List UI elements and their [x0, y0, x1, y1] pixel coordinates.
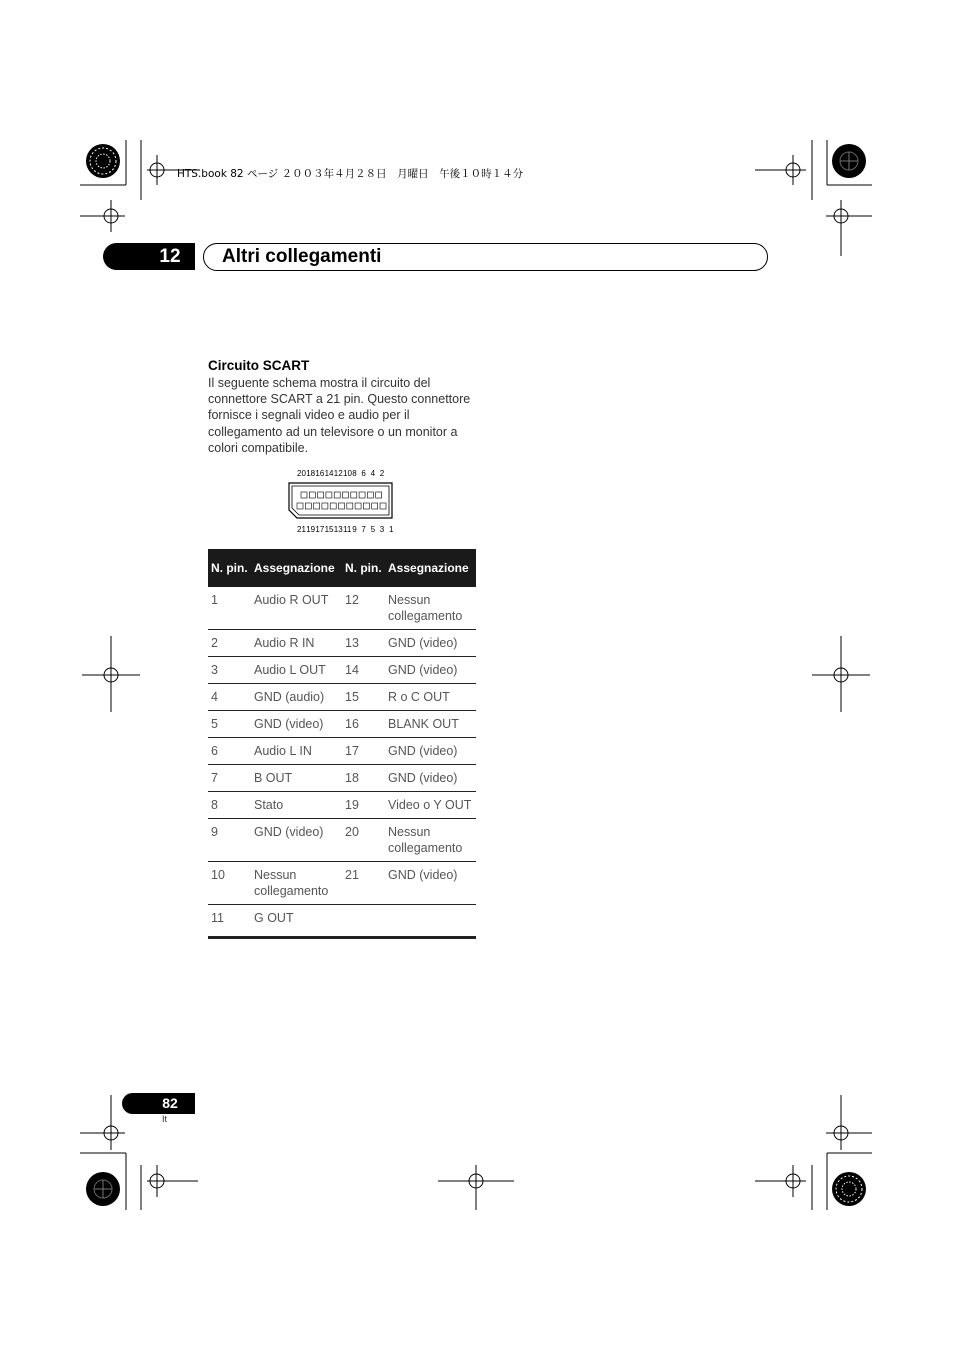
pin-label: 11 [343, 525, 352, 534]
print-header: HTS.book 82 ページ ２００３年４月２８日 月曜日 午後１０時１４分 [177, 168, 524, 180]
pin-assignment: R o C OUT [385, 684, 476, 711]
scart-pin [297, 503, 303, 509]
pin-assignment: GND (video) [385, 630, 476, 657]
pin-assignment [385, 905, 476, 938]
starburst-top-left [86, 144, 120, 178]
pin-assignment: BLANK OUT [385, 711, 476, 738]
pin-number: 1 [208, 587, 251, 630]
pin-assignment: Audio L IN [251, 738, 342, 765]
pin-number: 12 [342, 587, 385, 630]
pin-number: 5 [208, 711, 251, 738]
starburst-top-right [832, 144, 866, 178]
scart-pin [330, 503, 336, 509]
section-heading: Circuito SCART [208, 358, 310, 373]
pin-assignment: Nessun collegamento [385, 819, 476, 862]
scart-pin [305, 503, 311, 509]
pin-number: 21 [342, 862, 385, 905]
pin-label: 9 [352, 525, 357, 534]
header-assignment: Assegnazione [385, 549, 476, 587]
scart-pin [301, 492, 307, 498]
scart-pin [334, 492, 340, 498]
pin-assignment: GND (video) [385, 738, 476, 765]
pin-number: 3 [208, 657, 251, 684]
pin-label: 21 [297, 525, 306, 534]
pin-number: 20 [342, 819, 385, 862]
scart-pin [326, 492, 332, 498]
pin-number: 8 [208, 792, 251, 819]
scart-pin [363, 503, 369, 509]
chapter-number: 12 [159, 246, 181, 267]
pin-label: 14 [324, 469, 334, 478]
table-row [208, 630, 476, 657]
pin-assignment: GND (video) [385, 765, 476, 792]
pin-assignment: B OUT [251, 765, 342, 792]
scart-connector-diagram [287, 482, 395, 520]
pin-number: 2 [208, 630, 251, 657]
pin-number: 9 [208, 819, 251, 862]
table-header-row [208, 549, 476, 587]
pin-label: 2 [379, 469, 385, 478]
pin-assignment: GND (video) [251, 819, 342, 862]
pin-number: 18 [342, 765, 385, 792]
scart-pin [351, 492, 357, 498]
pin-assignment: Nessun collegamento [385, 587, 476, 630]
pin-label: 13 [333, 525, 343, 534]
scart-pin [343, 492, 349, 498]
starburst-bottom-right [832, 1172, 866, 1206]
pin-number: 16 [342, 711, 385, 738]
pin-number: 15 [342, 684, 385, 711]
scart-pin [380, 503, 386, 509]
chapter-title: Altri collegamenti [222, 246, 382, 267]
scart-pin [376, 492, 382, 498]
header-assignment: Assegnazione [251, 549, 342, 587]
pin-assignment: Audio L OUT [251, 657, 342, 684]
scart-pin [347, 503, 353, 509]
scart-pin [359, 492, 365, 498]
pin-label: 8 [352, 469, 357, 478]
pin-assignment: Nessun collegamento [251, 862, 342, 905]
header-pin-number: N. pin. [208, 549, 251, 587]
table-row [208, 862, 476, 905]
pin-label: 12 [333, 469, 343, 478]
pin-assignment: G OUT [251, 905, 342, 938]
pin-assignment: Audio R IN [251, 630, 342, 657]
scart-pin [355, 503, 361, 509]
table-row [208, 711, 476, 738]
section-paragraph: Il seguente schema mostra il circuito del connettore SCART a 21 pin. Questo connettore fornisce i segnali video e audio per il collegamento ad un televisore o un monitor a colori compatibile. [208, 376, 471, 455]
pin-label: 18 [306, 469, 316, 478]
pin-assignment: GND (video) [385, 862, 476, 905]
page-language: It [162, 1114, 168, 1124]
pin-assignment: Stato [251, 792, 342, 819]
pin-number: 14 [342, 657, 385, 684]
pin-number: 19 [342, 792, 385, 819]
pin-label: 1 [389, 525, 394, 534]
pin-assignment: Audio R OUT [251, 587, 342, 630]
pin-label: 20 [297, 469, 306, 478]
pin-label: 4 [370, 469, 376, 478]
table-row [208, 819, 476, 862]
pin-label: 17 [315, 525, 325, 534]
page-number: 82 [162, 1095, 178, 1111]
pin-label: 16 [315, 469, 325, 478]
table-row [208, 765, 476, 792]
pin-number: 17 [342, 738, 385, 765]
pin-number: 13 [342, 630, 385, 657]
pin-label: 3 [379, 525, 385, 534]
pin-assignment: GND (video) [385, 657, 476, 684]
scart-pin [322, 503, 328, 509]
table-row [208, 657, 476, 684]
pin-label: 10 [343, 469, 352, 478]
pin-assignment: Video o Y OUT [385, 792, 476, 819]
table-row [208, 905, 476, 938]
pin-assignment: GND (audio) [251, 684, 342, 711]
table-row [208, 738, 476, 765]
scart-pin [318, 492, 324, 498]
table-row [208, 792, 476, 819]
pin-number [342, 905, 385, 938]
pin-assignment-table [208, 549, 476, 939]
header-pin-number: N. pin. [342, 549, 385, 587]
pin-label: 19 [306, 525, 316, 534]
scart-pin [367, 492, 373, 498]
pin-number: 7 [208, 765, 251, 792]
scart-pin [309, 492, 315, 498]
scart-pin [372, 503, 378, 509]
scart-pin [339, 503, 345, 509]
pin-label: 15 [324, 525, 334, 534]
pin-number: 4 [208, 684, 251, 711]
pin-label: 6 [361, 469, 366, 478]
pin-label: 5 [370, 525, 376, 534]
pin-number: 6 [208, 738, 251, 765]
table-row [208, 684, 476, 711]
pin-number: 10 [208, 862, 251, 905]
starburst-bottom-left [86, 1172, 120, 1206]
pin-number: 11 [208, 905, 251, 938]
scart-pin [314, 503, 320, 509]
pin-label: 7 [361, 525, 366, 534]
table-row [208, 587, 476, 630]
pin-assignment: GND (video) [251, 711, 342, 738]
